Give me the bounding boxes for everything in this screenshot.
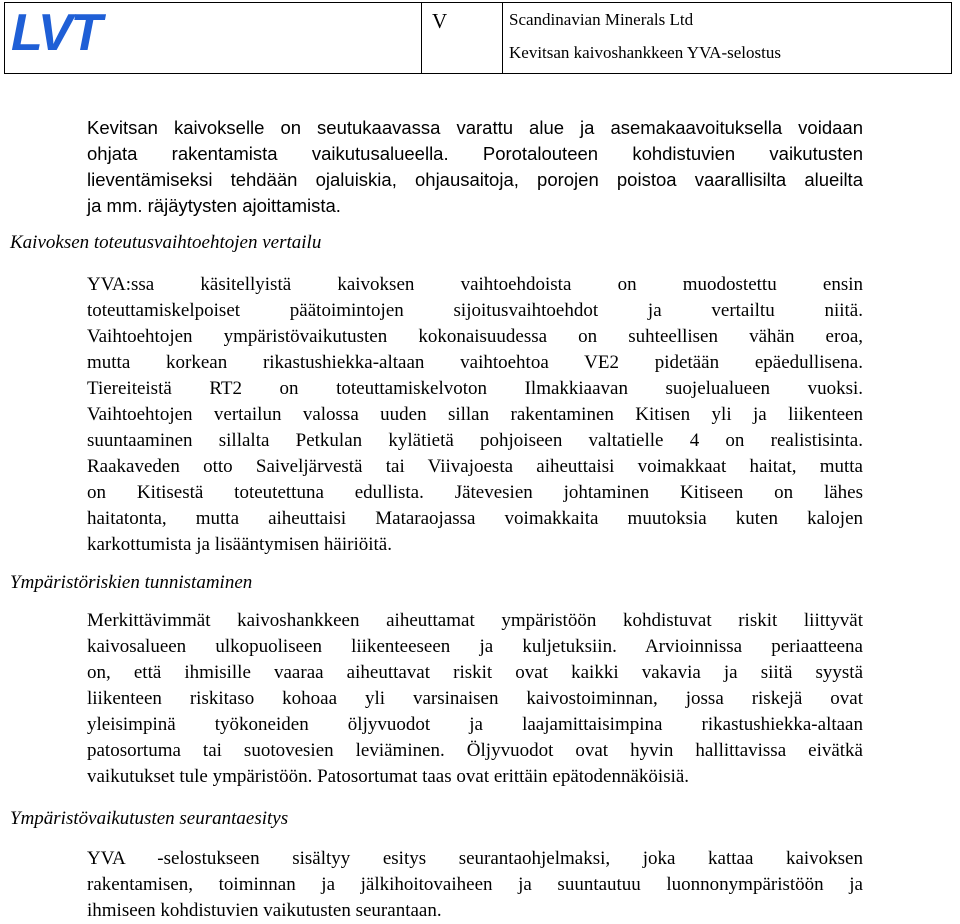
text-line: Vaihtoehtojen vertailun valossa uuden sillan rakentaminen Kitisen yli ja liikenteen (87, 404, 863, 425)
heading-risks: Ympäristöriskien tunnistaminen (10, 572, 253, 593)
text-line: yleisimpinä työkoneiden öljyvuodot ja laajamittaisimpina rikastushiekka-altaan (87, 714, 863, 735)
paragraph-risks (87, 608, 863, 790)
heading-alternatives: Kaivoksen toteutusvaihtoehtojen vertailu (10, 232, 322, 253)
text-line: karkottumista ja lisääntymisen häiriöitä. (87, 534, 392, 555)
report-title: Kevitsan kaivoshankkeen YVA-selostus (509, 43, 781, 62)
text-line: Vaihtoehtojen ympäristövaikutusten kokonaisuudessa on suhteellisen vähän eroa, (87, 326, 863, 347)
text-line: vaikutukset tule ympäristöön. Patosortumat taas ovat erittäin epätodennäköisiä. (87, 766, 690, 787)
text-line: on, että ihmisille vaaraa aiheuttavat riskit ovat kaikki vakavia ja siitä syystä (87, 662, 863, 683)
text-line: ja mm. räjäytysten ajoittamista. (87, 195, 341, 216)
text-line: haitatonta, mutta aiheuttaisi Mataraojassa voimakkaita muutoksia kuten kalojen (87, 508, 863, 529)
paragraph-mitigation (87, 115, 863, 219)
text-line: Raakaveden otto Saiveljärvestä tai Viivajoesta aiheuttaisi voimakkaat haitat, mutta (87, 456, 863, 477)
lvt-logo (9, 6, 137, 56)
logo-cell (5, 3, 421, 73)
chapter-cell (421, 3, 503, 73)
chapter-number: V (432, 9, 448, 33)
text-line: YVA -selostukseen sisältyy esitys seurantaohjelmaksi, joka kattaa kaivoksen (87, 848, 863, 869)
text-line: Merkittävimmät kaivoshankkeen aiheuttamat ympäristöön kohdistuvat riskit liittyvät (87, 610, 863, 631)
text-line: kaivosalueen ulkopuoliseen liikenteeseen ja kuljetuksiin. Arvioinnissa periaatteena (87, 636, 863, 657)
text-line: YVA:ssa käsitellyistä kaivoksen vaihtoehdoista on muodostettu ensin (87, 274, 863, 295)
text-line: patosortuma tai suotovesien leviäminen. Öljyvuodot ovat hyvin hallittavissa eivätkä (87, 740, 863, 761)
text-line: toteuttamiskelpoiset päätoimintojen sijoitusvaihtoehdot ja vertailtu niitä. (87, 300, 863, 321)
heading-monitoring: Ympäristövaikutusten seurantaesitys (10, 808, 289, 829)
svg-text:LVT: LVT (11, 6, 101, 56)
text-line: on Kitisestä toteutettuna edullista. Jätevesien johtaminen Kitiseen on lähes (87, 482, 863, 503)
text-line: Kevitsan kaivokselle on seutukaavassa varattu alue ja asemakaavoituksella voidaan (87, 117, 863, 138)
paragraph-alternatives (87, 272, 863, 558)
text-line: Tiereiteistä RT2 on toteuttamiskelvoton Ilmakkiaavan suojelualueen vuoksi. (87, 378, 863, 399)
text-line: liikenteen riskitaso kohoaa yli varsinaisen kaivostoiminnan, jossa riskejä ovat (87, 688, 863, 709)
report-info-cell (503, 3, 951, 73)
paragraph-monitoring (87, 846, 863, 924)
page-header (4, 2, 952, 74)
text-line: mutta korkean rikastushiekka-altaan vaihtoehtoa VE2 pidetään epäedullisena. (87, 352, 863, 373)
company-name: Scandinavian Minerals Ltd (509, 10, 694, 29)
text-line: rakentamisen, toiminnan ja jälkihoitovaiheen ja suuntautuu luonnonympäristöön ja (87, 874, 863, 895)
text-line: ihmiseen kohdistuvien vaikutusten seurantaan. (87, 900, 442, 921)
text-line: lieventämiseksi tehdään ojaluiskia, ohjausaitoja, porojen poistoa vaarallisilta alueilta (87, 169, 863, 190)
text-line: ohjata rakentamista vaikutusalueella. Porotalouteen kohdistuvien vaikutusten (87, 143, 863, 164)
text-line: suuntaaminen sillalta Petkulan kylätietä pohjoiseen valtatielle 4 on realistisinta. (87, 430, 863, 451)
